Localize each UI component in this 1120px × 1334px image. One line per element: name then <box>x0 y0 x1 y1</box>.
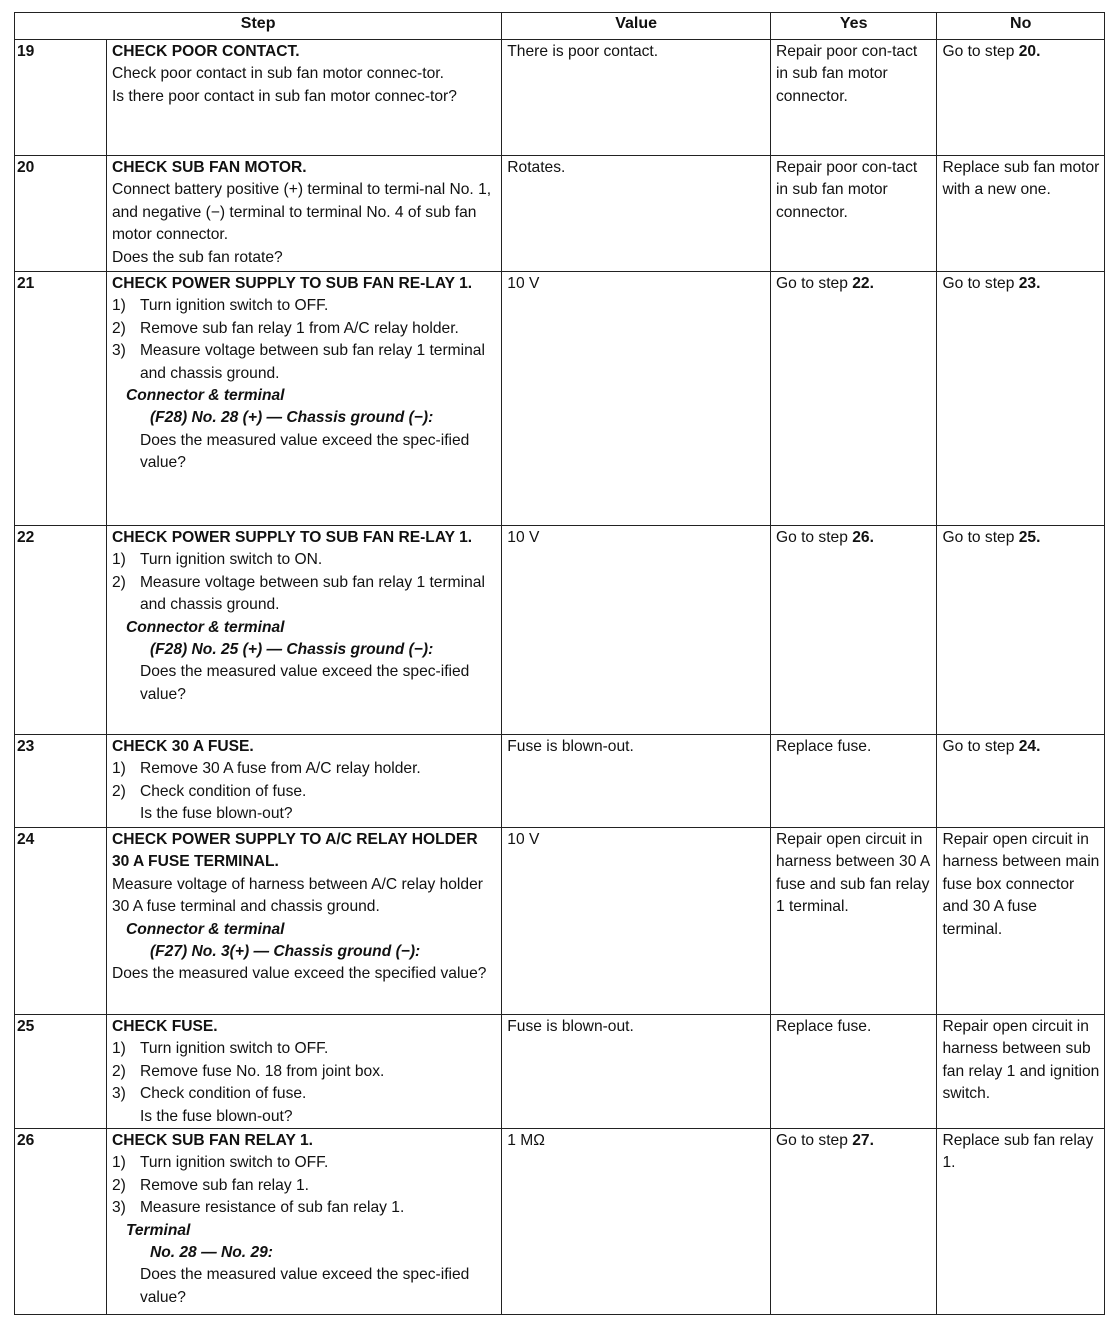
step-cell <box>106 526 501 735</box>
header-no: No <box>937 13 1105 40</box>
value-cell: Fuse is blown-out. <box>502 735 771 828</box>
sub-step: 2) Remove fuse No. 18 from joint box. <box>111 1062 385 1080</box>
step-number: 26 <box>15 1129 107 1315</box>
no-prefix: Go to step <box>942 43 1019 60</box>
step-number: 21 <box>15 272 107 526</box>
step-description: Connect battery positive (+) terminal to termi-nal No. 1, and negative (−) terminal to terminal No. 4 of sub fan motor connector. <box>111 181 492 244</box>
yes-cell: Replace fuse. <box>770 735 937 828</box>
step-number: 25 <box>15 1015 107 1129</box>
step-title: CHECK POWER SUPPLY TO SUB FAN RE-LAY 1. <box>111 529 473 546</box>
connector-label: Terminal <box>125 1221 191 1239</box>
step-cell <box>106 40 501 156</box>
yes-prefix: Go to step <box>775 275 853 292</box>
connector-value: (F27) No. 3(+) — Chassis ground (−): <box>149 943 421 961</box>
yes-cell: Replace fuse. <box>770 1015 937 1129</box>
step-cell <box>106 156 501 272</box>
yes-cell <box>770 526 937 735</box>
step-cell <box>106 828 501 1015</box>
table-row-26 <box>15 1129 1105 1315</box>
value-cell: 1 MΩ <box>502 1129 771 1315</box>
connector-label: Connector & terminal <box>125 920 285 938</box>
step-cell <box>106 735 501 828</box>
sub-step: 2) Check condition of fuse. <box>111 782 307 800</box>
no-cell: Replace sub fan motor with a new one. <box>937 156 1105 272</box>
step-question: Is the fuse blown-out? <box>139 805 293 823</box>
step-title: CHECK POOR CONTACT. <box>111 43 300 60</box>
yes-step-ref: 26. <box>852 529 874 546</box>
sub-step: 2) Remove sub fan relay 1 from A/C relay holder. <box>111 319 459 337</box>
table-row-21 <box>15 272 1105 526</box>
connector-label: Connector & terminal <box>125 387 285 405</box>
step-title: CHECK SUB FAN RELAY 1. <box>111 1132 313 1150</box>
header-row <box>15 13 1105 40</box>
step-cell <box>106 1015 501 1129</box>
step-number: 20 <box>15 156 107 272</box>
step-question: Does the measured value exceed the spec-ified value? <box>139 663 470 703</box>
step-title: CHECK FUSE. <box>111 1018 218 1035</box>
no-step-ref: 23. <box>1018 275 1041 292</box>
value-cell: Fuse is blown-out. <box>502 1015 771 1129</box>
value-cell: 10 V <box>502 828 771 1015</box>
step-question: Does the measured value exceed the spec-ified value? <box>139 1266 470 1306</box>
sub-step: 3) Check condition of fuse. <box>111 1085 307 1103</box>
sub-step: 1) Turn ignition switch to OFF. <box>111 1040 329 1058</box>
no-cell <box>937 735 1105 828</box>
yes-cell <box>770 272 937 526</box>
table-row-25 <box>15 1015 1105 1129</box>
sub-step: 1) Remove 30 A fuse from A/C relay holder. <box>111 760 421 778</box>
header-yes: Yes <box>770 13 937 40</box>
step-cell <box>106 1129 501 1315</box>
sub-step: 1) Turn ignition switch to ON. <box>111 551 323 569</box>
no-prefix: Go to step <box>942 738 1019 755</box>
yes-cell <box>770 1129 937 1315</box>
no-step-ref: 20. <box>1018 43 1041 60</box>
table-row-24 <box>15 828 1105 1015</box>
step-title: CHECK SUB FAN MOTOR. <box>111 159 307 176</box>
connector-value: (F28) No. 25 (+) — Chassis ground (−): <box>149 641 434 659</box>
step-title: CHECK POWER SUPPLY TO SUB FAN RE-LAY 1. <box>111 275 473 292</box>
value-cell: There is poor contact. <box>502 40 771 156</box>
step-question: Does the measured value exceed the specified value? <box>111 965 487 983</box>
no-cell: Repair open circuit in harness between sub fan relay 1 and ignition switch. <box>937 1015 1105 1129</box>
step-number: 23 <box>15 735 107 828</box>
no-cell <box>937 272 1105 526</box>
header-value: Value <box>502 13 771 40</box>
yes-step-ref: 27. <box>852 1132 874 1150</box>
no-step-ref: 24. <box>1018 738 1041 755</box>
value-cell: 10 V <box>502 272 771 526</box>
value-cell: 10 V <box>502 526 771 735</box>
step-question: Does the measured value exceed the spec-ified value? <box>139 431 470 472</box>
step-title: CHECK 30 A FUSE. <box>111 738 254 755</box>
yes-cell: Repair poor con-tact in sub fan motor connector. <box>770 156 937 272</box>
yes-cell: Repair poor con-tact in sub fan motor connector. <box>770 40 937 156</box>
no-cell: Replace sub fan relay 1. <box>937 1129 1105 1315</box>
header-step: Step <box>15 13 502 40</box>
sub-step: 3) Measure voltage between sub fan relay 1 terminal and chassis ground. <box>111 342 485 382</box>
yes-prefix: Go to step <box>775 1132 853 1150</box>
no-cell: Repair open circuit in harness between main fuse box connector and 30 A fuse terminal. <box>937 828 1105 1015</box>
yes-step-ref: 22. <box>852 275 874 292</box>
step-description: Check poor contact in sub fan motor connec-tor. <box>111 65 444 83</box>
sub-step: 2) Measure voltage between sub fan relay 1 terminal and chassis ground. <box>111 573 485 614</box>
table-row-23 <box>15 735 1105 828</box>
table-row-19 <box>15 40 1105 156</box>
value-cell: Rotates. <box>502 156 771 272</box>
step-title: CHECK POWER SUPPLY TO A/C RELAY HOLDER 30 A FUSE TERMINAL. <box>111 831 478 871</box>
step-cell <box>106 272 501 526</box>
table-row-22 <box>15 526 1105 735</box>
no-cell <box>937 40 1105 156</box>
sub-step: 1) Turn ignition switch to OFF. <box>111 1154 329 1172</box>
step-question: Is there poor contact in sub fan motor connec-tor? <box>111 87 457 105</box>
step-question: Is the fuse blown-out? <box>139 1107 293 1125</box>
connector-value: (F28) No. 28 (+) — Chassis ground (−): <box>149 409 434 427</box>
connector-label: Connector & terminal <box>125 618 285 636</box>
sub-step: 2) Remove sub fan relay 1. <box>111 1176 309 1194</box>
no-prefix: Go to step <box>942 529 1019 546</box>
diagnostic-table <box>14 12 1105 1315</box>
table-row-20 <box>15 156 1105 272</box>
yes-cell: Repair open circuit in harness between 30 A fuse and sub fan relay 1 terminal. <box>770 828 937 1015</box>
step-number: 24 <box>15 828 107 1015</box>
step-question: Does the sub fan rotate? <box>111 248 283 266</box>
connector-value: No. 28 — No. 29: <box>149 1244 273 1262</box>
no-step-ref: 25. <box>1018 529 1041 546</box>
no-prefix: Go to step <box>942 275 1019 292</box>
step-number: 19 <box>15 40 107 156</box>
step-number: 22 <box>15 526 107 735</box>
step-description: Measure voltage of harness between A/C relay holder 30 A fuse terminal and chassis ground. <box>111 875 483 916</box>
yes-prefix: Go to step <box>775 529 853 546</box>
sub-step: 3) Measure resistance of sub fan relay 1. <box>111 1199 405 1217</box>
no-cell <box>937 526 1105 735</box>
sub-step: 1) Turn ignition switch to OFF. <box>111 297 329 315</box>
